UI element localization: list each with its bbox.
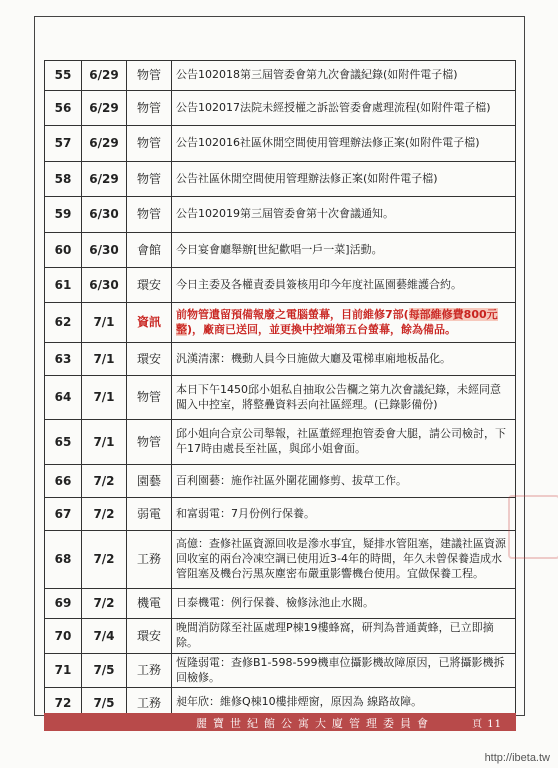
row-number: 56: [45, 91, 82, 126]
row-date: 7/1: [82, 343, 127, 376]
row-content: 公告102019第三屆管委會第十次會議通知。: [172, 197, 516, 233]
row-date: 7/2: [82, 531, 127, 589]
row-category: 環安: [127, 268, 172, 303]
row-date: 6/29: [82, 61, 127, 91]
row-date: 6/29: [82, 91, 127, 126]
row-number: 65: [45, 420, 82, 465]
table-row: [45, 619, 516, 654]
row-number: 63: [45, 343, 82, 376]
row-category: 工務: [127, 531, 172, 589]
page-number: 頁 11: [472, 719, 502, 730]
row-number: 66: [45, 465, 82, 498]
row-content: 今日宴會廳舉辦[世紀歡唱一戶一菜]活動。: [172, 233, 516, 268]
row-content: 公告社區休閒空間使用管理辦法修正案(如附件電子檔): [172, 162, 516, 197]
row-content: 日泰機電：例行保養、檢修泳池止水閥。: [172, 589, 516, 619]
row-number: 72: [45, 688, 82, 718]
table-row: [45, 233, 516, 268]
table-row: [45, 197, 516, 233]
table-row: [45, 126, 516, 162]
row-content: 和富弱電：7月份例行保養。: [172, 498, 516, 531]
row-number: 57: [45, 126, 82, 162]
table-row: [45, 531, 516, 589]
row-number: 59: [45, 197, 82, 233]
row-date: 7/4: [82, 619, 127, 654]
row-date: 7/2: [82, 498, 127, 531]
row-content: 昶年欣：維修Q棟10樓排煙窗，原因為 線路故障。: [172, 688, 516, 718]
row-number: 67: [45, 498, 82, 531]
watermark-url[interactable]: http://ibeta.tw: [484, 752, 550, 764]
row-content: 公告102017法院未經授權之訴訟管委會處理流程(如附件電子檔): [172, 91, 516, 126]
row-content: 恆隆弱電：查修B1-598-599機車位攝影機故障原因，已將攝影機拆回檢修。: [172, 653, 516, 688]
row-content: 公告102018第三屆管委會第九次會議紀錄(如附件電子檔): [172, 61, 516, 91]
row-number: 70: [45, 619, 82, 654]
row-number: 60: [45, 233, 82, 268]
row-date: 6/30: [82, 233, 127, 268]
footer-bar: [44, 713, 516, 731]
row-number: 68: [45, 531, 82, 589]
row-number: 64: [45, 376, 82, 420]
row-category: 資訊: [127, 303, 172, 343]
row-category: 物管: [127, 162, 172, 197]
table-row: [45, 465, 516, 498]
table-row: [45, 162, 516, 197]
table-row: [45, 303, 516, 343]
row-date: 6/30: [82, 268, 127, 303]
table-row: [45, 589, 516, 619]
row-category: 園藝: [127, 465, 172, 498]
row-number: 55: [45, 61, 82, 91]
content-text: 前物管遺留預備報廢之電腦螢幕，目前維修7部(: [176, 307, 409, 321]
work-log-table: [44, 60, 516, 718]
highlighted-cost: 每部維修費800元整: [176, 307, 498, 336]
row-content: 公告102016社區休閒空間使用管理辦法修正案(如附件電子檔): [172, 126, 516, 162]
row-category: 物管: [127, 91, 172, 126]
row-category: 物管: [127, 376, 172, 420]
table-row: [45, 91, 516, 126]
row-category: 會館: [127, 233, 172, 268]
row-number: 62: [45, 303, 82, 343]
row-date: 6/30: [82, 197, 127, 233]
row-date: 7/2: [82, 589, 127, 619]
row-number: 61: [45, 268, 82, 303]
row-category: 物管: [127, 61, 172, 91]
table-row: [45, 653, 516, 688]
table-row: [45, 420, 516, 465]
row-date: 7/5: [82, 653, 127, 688]
row-content: 汎漢清潔：機動人員今日施做大廳及電梯車廂地板晶化。: [172, 343, 516, 376]
row-date: 7/1: [82, 376, 127, 420]
row-category: 工務: [127, 688, 172, 718]
row-date: 7/1: [82, 303, 127, 343]
row-category: 物管: [127, 197, 172, 233]
row-date: 6/29: [82, 126, 127, 162]
row-number: 71: [45, 653, 82, 688]
row-number: 58: [45, 162, 82, 197]
row-category: 物管: [127, 420, 172, 465]
seal-stamp: [508, 495, 558, 559]
row-content: 本日下午1450邱小姐私自抽取公告欄之第九次會議紀錄，未經同意闖入中控室，將整疊資料丟向社區經理。(已錄影備份): [172, 376, 516, 420]
row-category: 弱電: [127, 498, 172, 531]
row-content: 邱小姐向合京公司舉報，社區董經理抱管委會大腿，請公司檢討，下午17時由處長至社區，與邱小姐會面。: [172, 420, 516, 465]
row-date: 7/5: [82, 688, 127, 718]
content-text: )，廠商已送回，並更換中控端第五台螢幕，餘為備品。: [187, 322, 457, 336]
row-category: 物管: [127, 126, 172, 162]
row-category: 機電: [127, 589, 172, 619]
table-row: [45, 498, 516, 531]
row-category: 環安: [127, 619, 172, 654]
row-date: 7/2: [82, 465, 127, 498]
table-row: [45, 376, 516, 420]
row-content: 高億：查修社區資源回收是滲水事宜，疑排水管阻塞，建議社區資源回收室的兩台冷凍空調已使用近3-4年的時間，年久未曾保養造成水管阻塞及機台污黑灰塵密布嚴重影響機台使用。宜做保養工程。: [172, 531, 516, 589]
row-number: 69: [45, 589, 82, 619]
row-content: [172, 303, 516, 343]
table-row: [45, 268, 516, 303]
row-content: 百利園藝：施作社區外圍花圃修剪、拔草工作。: [172, 465, 516, 498]
table-row: [45, 61, 516, 91]
table-row: [45, 343, 516, 376]
footer-org: 麗寶世紀館公寓大廈管理委員會: [196, 717, 434, 730]
row-category: 環安: [127, 343, 172, 376]
row-content: 今日主委及各權責委員簽核用印今年度社區園藝維護合約。: [172, 268, 516, 303]
row-content: 晚間消防隊至社區處理P棟19樓蜂窩，研判為普通黃蜂，已立即摘除。: [172, 619, 516, 654]
row-date: 6/29: [82, 162, 127, 197]
row-date: 7/1: [82, 420, 127, 465]
row-category: 工務: [127, 653, 172, 688]
